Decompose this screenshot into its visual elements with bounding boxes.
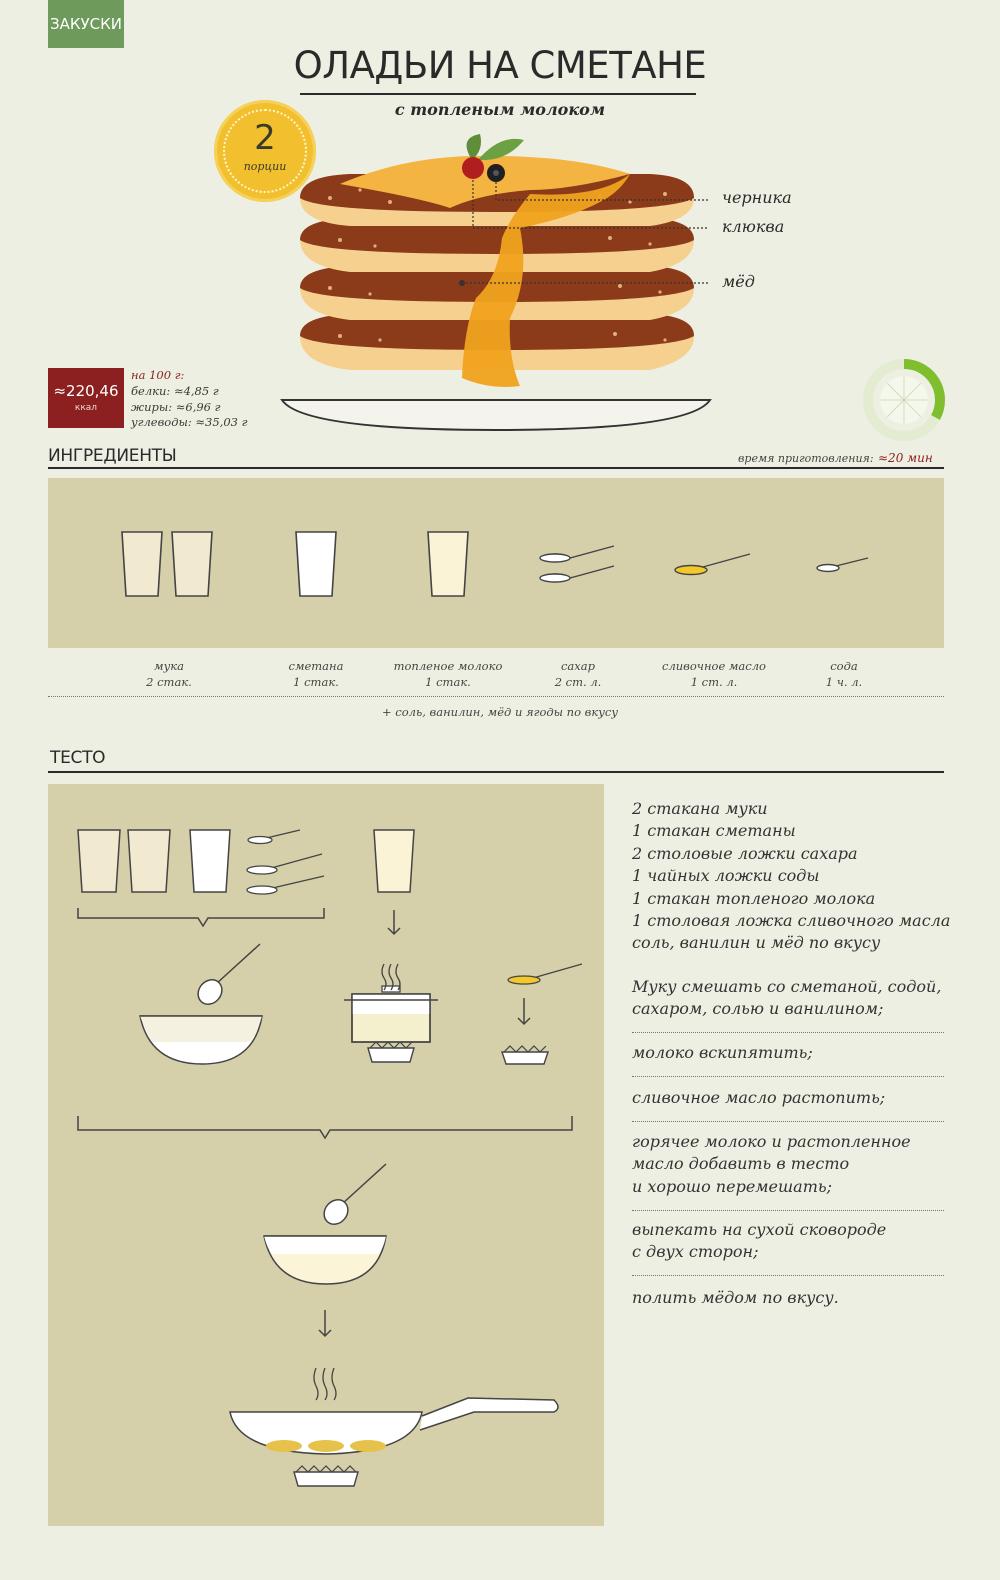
step-divider: [632, 1210, 944, 1211]
ingredient-label: топленое молоко 1 стак.: [393, 659, 503, 689]
portions-count: 2: [254, 118, 276, 158]
burner-icon: [294, 1466, 358, 1486]
ingredient-label: сахар 2 ст. л.: [554, 659, 602, 689]
dough-title: ТЕСТО: [50, 748, 106, 768]
glass-icon: [128, 830, 170, 892]
bowl-icon: [140, 1016, 262, 1064]
spoon-icon: [540, 566, 614, 582]
step-2: молоко вскипятить;: [632, 1043, 813, 1062]
pan-icon: [230, 1398, 558, 1454]
glass-icon: [172, 532, 212, 596]
plate: [282, 400, 710, 430]
bracket: [78, 1116, 572, 1138]
spoon-icon: [193, 944, 260, 1009]
glass-icon: [78, 830, 120, 892]
nutrition-per: на 100 г:: [131, 368, 185, 382]
recipe-line: 1 стакан топленого молока: [632, 888, 876, 908]
steam-icon: [314, 1368, 336, 1400]
cooking-time-value: ≈20 мин: [878, 451, 933, 465]
ingredients-extra-note: + соль, ванилин, мёд и ягоды по вкусу: [381, 705, 619, 719]
step-5: выпекать на сухой сковороде с двух сторон;: [632, 1220, 887, 1262]
kcal-unit: ккал: [74, 403, 98, 413]
recipe-line: 1 чайных ложки соды: [632, 866, 820, 886]
step-divider: [632, 1275, 944, 1276]
recipe-line: 1 столовая ложка сливочного масла: [632, 911, 951, 931]
dough-divider: [48, 771, 944, 773]
cooking-time-label: время приготовления:: [738, 452, 874, 465]
spoon-icon: [540, 546, 614, 562]
glass-icon: [374, 830, 414, 892]
recipe-line: 2 стакана муки: [632, 799, 768, 818]
page-subtitle: с топленым молоком: [394, 100, 606, 119]
bracket: [78, 908, 324, 926]
step-1: Муку смешать со сметаной, содой, сахаром, солью и ванилином;: [632, 977, 942, 1019]
spoon-icon: [675, 554, 750, 575]
recipe-line: 2 столовые ложки сахара: [632, 843, 858, 863]
nutrition-protein: белки: ≈4,85 г: [131, 384, 219, 398]
step-3: сливочное масло растопить;: [632, 1088, 886, 1107]
cranberry-icon: [462, 157, 484, 179]
step-divider: [632, 1032, 944, 1033]
ingredients-illustrations: [48, 478, 944, 648]
spoon-icon: [248, 830, 300, 844]
kcal-badge: [48, 368, 124, 428]
step-4: горячее молоко и растопленное масло добавить в тесто и хорошо перемешать;: [632, 1132, 911, 1196]
spoon-icon: [247, 876, 324, 894]
burner-icon: [368, 1042, 414, 1062]
recipe-line: 1 стакан сметаны: [632, 821, 796, 841]
arrow-down-icon: [388, 910, 400, 934]
spoon-icon: [817, 558, 868, 572]
page-title: ОЛАДЬИ НА СМЕТАНЕ: [293, 44, 707, 87]
callout-blueberry: черника: [722, 188, 792, 207]
glass-icon: [190, 830, 230, 892]
callout-cranberry: клюква: [722, 217, 785, 236]
kcal-value: ≈220,46: [53, 382, 119, 400]
bowl-icon: [264, 1236, 386, 1284]
ingredients-title: ИНГРЕДИЕНТЫ: [48, 446, 177, 466]
spoon-icon: [508, 964, 582, 984]
category-tag[interactable]: ЗАКУСКИ: [48, 0, 124, 48]
step-divider: [632, 1076, 944, 1077]
arrow-down-icon: [319, 1310, 331, 1336]
spoon-icon: [319, 1164, 386, 1229]
glass-icon: [122, 532, 162, 596]
pancake-stack-illustration: [270, 128, 730, 438]
timer-icon: [862, 358, 946, 442]
portions-label: порции: [243, 160, 287, 173]
callout-honey: мёд: [722, 272, 755, 291]
ingredients-divider: [48, 467, 944, 469]
ingredient-label: сода 1 ч. л.: [825, 659, 863, 689]
step-divider: [632, 1121, 944, 1122]
ingredient-label: мука 2 стак.: [146, 659, 192, 689]
glass-icon: [428, 532, 468, 596]
title-divider: [300, 93, 696, 95]
dough-steps-illustration: [48, 784, 604, 1526]
burner-icon: [502, 1046, 548, 1064]
recipe-ingredient-list: [632, 798, 950, 955]
nutrition-carbs: углеводы: ≈35,03 г: [131, 415, 248, 429]
glass-icon: [296, 532, 336, 596]
step-6: полить мёдом по вкусу.: [632, 1288, 839, 1307]
ingredient-label: сметана 1 стак.: [288, 659, 344, 689]
ingredients-dotted-divider: [48, 696, 944, 697]
nutrition-fat: жиры: ≈6,96 г: [131, 400, 221, 414]
recipe-line: соль, ванилин и мёд по вкусу: [632, 933, 881, 953]
spoon-icon: [247, 854, 322, 874]
ingredient-label: сливочное масло 1 ст. л.: [662, 659, 766, 689]
pot-icon: [344, 986, 438, 1042]
arrow-down-icon: [518, 998, 530, 1024]
